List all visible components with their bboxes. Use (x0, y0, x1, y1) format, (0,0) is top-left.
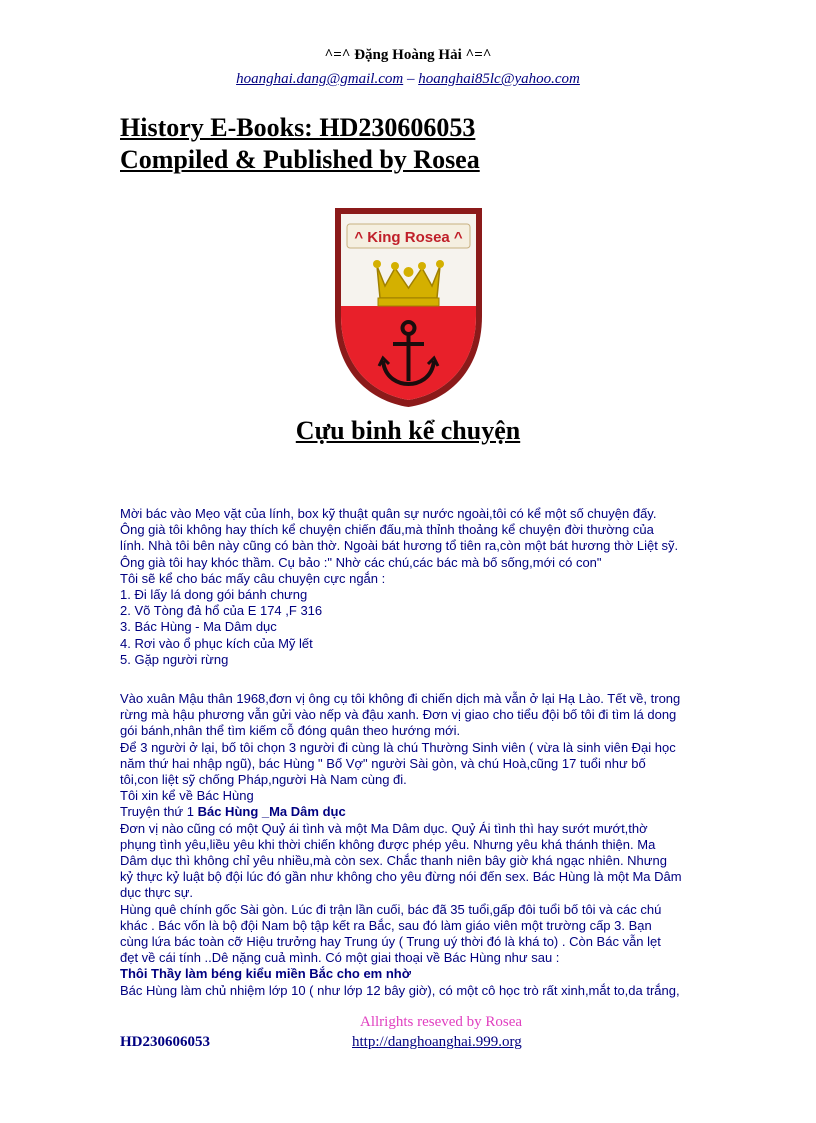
king-rosea-shield-logo (333, 206, 484, 409)
logo-banner-text: ^ King Rosea ^ (354, 229, 463, 246)
author-name: ^=^ Đặng Hoàng Hải ^=^ (324, 47, 492, 63)
story-line: phụng tình yêu,liều yêu khi thời chiến không được phép yêu. Nhưng yêu khá thánh thiện. Ma (120, 836, 656, 852)
chapter-heading (120, 804, 710, 820)
story-line: gói bánh,nhân thể tìm kiếm cỗ đóng quân theo hướng mới. (120, 723, 461, 739)
footer-url-link[interactable]: http://danghoanghai.999.org (352, 1034, 522, 1050)
ebook-title: History E-Books: HD230606053 (120, 113, 476, 142)
story-body (120, 691, 710, 999)
story-line: Tôi xin kể về Bác Hùng (120, 788, 254, 804)
intro-line: Mời bác vào Mẹo vặt của lính, box kỹ thuật quân sự nước ngoài,tôi có kể một số chuyện đấy. (120, 506, 657, 521)
story-line: khác . Bác vốn là bộ đội Nam bộ tập kết ra Bắc, sau đó làm giáo viên một trường cấp 3. Bạn (120, 917, 652, 933)
story-line: dục thực sự. (120, 885, 194, 901)
email-link-yahoo[interactable]: hoanghai85lc@yahoo.com (418, 71, 580, 87)
story-list-item: 5. Gặp người rừng (120, 651, 229, 667)
intro-line: lính. Nhà tôi bên này cũng có bàn thờ. Ngoài bát hương tổ tiên ra,còn một bát hương thờ Liệt sỹ. (120, 538, 679, 554)
story-line: tôi,con liệt sỹ chống Pháp,người Hà Nam cùng đi. (120, 772, 407, 788)
author-emails (0, 71, 816, 88)
footer-doc-id: HD230606053 (120, 1034, 210, 1050)
story-line: Vào xuân Mậu thân 1968,đơn vị ông cụ tôi không đi chiến dịch mà vẫn ở lại Hạ Lào. Tết về, trong (120, 691, 681, 706)
story-line: cùng lứa bác toàn cỡ Hiệu trưởng hay Trung úy ( Trung uý thời đó là khá to) . Còn Bác vẫn lẹt (120, 934, 661, 950)
intro-paragraph (120, 506, 710, 668)
story-list-item: 3. Bác Hùng - Ma Dâm dục (120, 619, 277, 635)
story-line: rừng mà hậu phương vẫn gửi vào nếp và đậu xanh. Đơn vị giao cho tiểu đội bố tôi đi tìm lá dong (120, 707, 677, 723)
story-line: Dâm dục thì không chỉ yêu nhiều,mà còn sex. Chắc thanh niên bây giờ khá ngạc nhiên. Nhưng (120, 853, 667, 869)
story-list-item: 2. Võ Tòng đả hổ của E 174 ,F 316 (120, 603, 323, 619)
chapter-prefix: Truyện thứ 1 (120, 804, 198, 820)
story-title: Cựu binh kể chuyện (295, 416, 521, 445)
story-line: Đơn vị nào cũng có một Quỷ ái tình và một Ma Dâm dục. Quỷ Ái tình thì hay sướt mướt,thờ (120, 820, 648, 836)
email-separator: – (403, 71, 419, 87)
story-list-item: 4. Rơi vào ổ phục kích của Mỹ lết (120, 635, 313, 651)
story-line: Hùng quê chính gốc Sài gòn. Lúc đi trận lần cuối, bác đã 35 tuổi,gấp đôi tuổi bố tôi và các chú (120, 901, 662, 917)
intro-line: Ông già tôi hay khóc thầm. Cụ bảo :" Nhờ các chú,các bác mà bố sống,mới có con" (120, 554, 602, 570)
story-line: Bác Hùng làm chủ nhiệm lớp 10 ( như lớp 12 bây giờ), có một cô học trò rất xinh,mắt to,da trắng, (120, 982, 680, 998)
story-line: kỷ thực kỷ luật bộ đội lúc đó gần như không cho yêu đừng nói đến sex. Bác Hùng là một Ma Dâm (120, 869, 682, 885)
story-subheading: Thôi Thầy làm béng kiểu miền Bắc cho em nhờ (120, 966, 411, 982)
intro-line: Ông già tôi không hay thích kể chuyện chiến đấu,mà thỉnh thoảng kể chuyện đời thường của (120, 522, 654, 538)
story-list-item: 1. Đi lấy lá dong gói bánh chưng (120, 587, 308, 603)
story-line: đẹt về cái tính ..Dê nặng cuả mình. Có một giai thoại về Bác Hùng như sau : (120, 950, 560, 966)
email-link-gmail[interactable]: hoanghai.dang@gmail.com (236, 71, 404, 87)
footer-rights: Allrights reseved by Rosea (360, 1014, 523, 1030)
story-line: năm thứ hai nhập ngũ), bác Hùng " Bố Vợ" người Sài gòn, và chú Hoà,cũng 17 tuổi như bố (120, 755, 646, 771)
intro-line: Tôi sẽ kể cho bác mấy câu chuyện cực ngắn : (120, 570, 386, 586)
story-line: Để 3 người ở lại, bố tôi chọn 3 người đi cùng là chú Thường Sinh viên ( vừa là sinh viên Đại học (120, 739, 676, 755)
chapter-title: Bác Hùng _Ma Dâm dục (197, 804, 346, 820)
ebook-publisher-line: Compiled & Published by Rosea (120, 145, 480, 174)
